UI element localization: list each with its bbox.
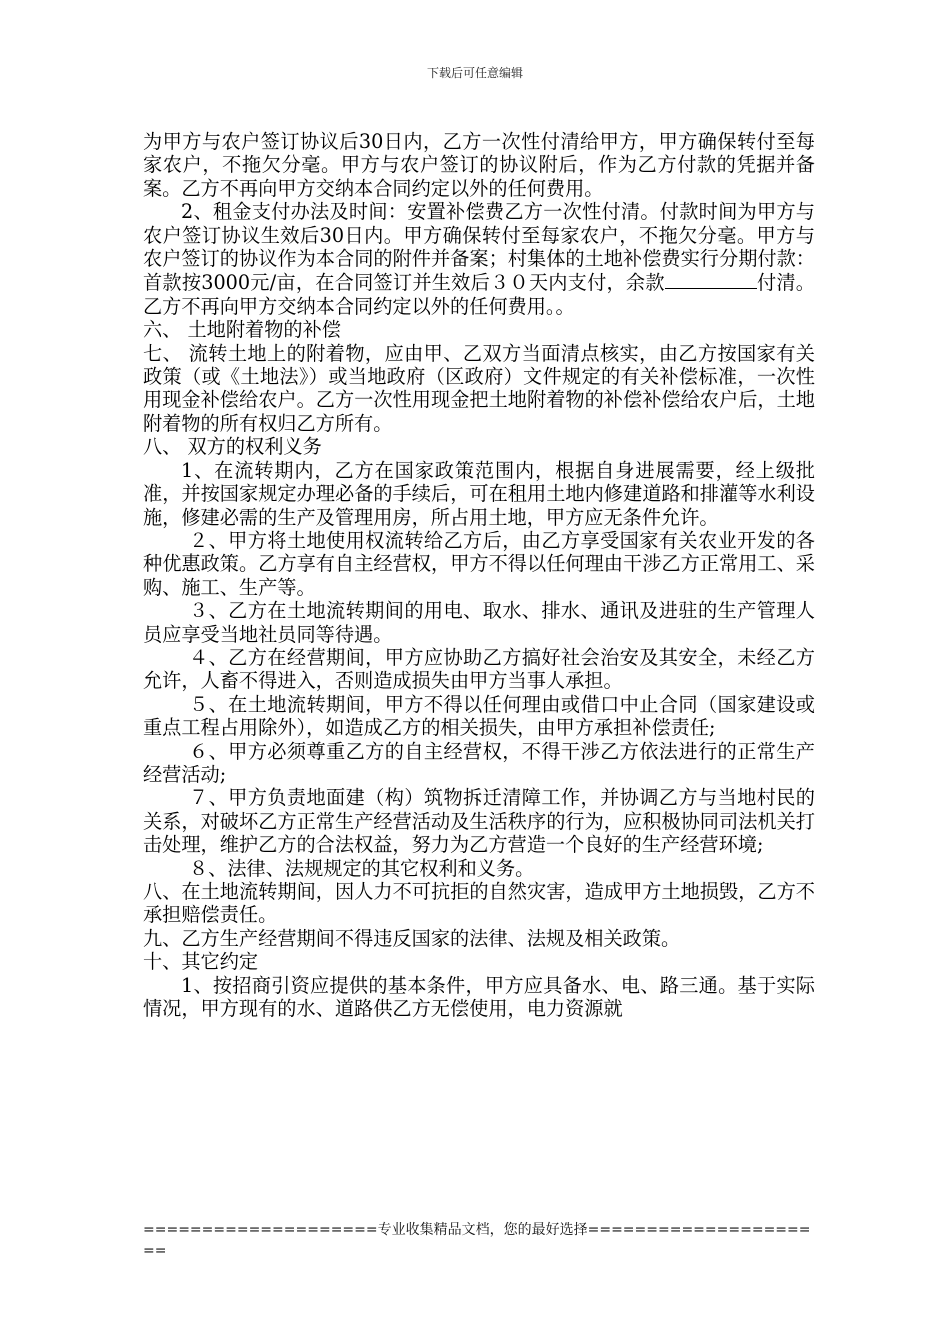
- paragraph-payment-terms: 为甲方与农户签订协议后30日内，乙方一次性付清给甲方，甲方确保转付至每家农户，不拖欠分毫。甲方与农户签订的协议附后，作为乙方付款的凭据并备案。乙方不再向甲方交纳本合同约定以外的任何费用。: [143, 130, 815, 200]
- document-body: [143, 130, 815, 1020]
- page-footer: ====================专业收集精品文档，您的最好选择=====================: [143, 1222, 811, 1259]
- rights-item-4: ４、乙方在经营期间，甲方应协助乙方搞好社会治安及其安全，未经乙方允许，人畜不得进入，否则造成损失由甲方当事人承担。: [143, 645, 815, 693]
- rights-item-6: ６、甲方必须尊重乙方的自主经营权，不得干涉乙方依法进行的正常生产经营活动;: [143, 739, 815, 786]
- section-heading-8: 八、 双方的权利义务: [143, 435, 322, 459]
- rights-item-1: 1、在流转期内，乙方在国家政策范围内，根据自身进展需要，经上级批准，并按国家规定办理必备的手续后，可在租用土地内修建道路和排灌等水利设施，修建必需的生产及管理用房，所占用土地，甲方应无条件允许。: [143, 458, 815, 529]
- rights-item-8: ８、法律、法规规定的其它权利和义务。: [189, 856, 535, 880]
- paragraph-section-9: 九、乙方生产经营期间不得违反国家的法律、法规及相关政策。: [143, 926, 681, 950]
- rights-item-7: ７、甲方负责地面建（构）筑物拆迁清障工作，并协调乙方与当地村民的关系，对破坏乙方正常生产经营活动及生活秩序的行为，应积极协同司法机关打击处理，维护乙方的合法权益，努力为乙方营造一个良好的生产经营环境;: [143, 786, 815, 857]
- other-item-1: 1、按招商引资应提供的基本条件，甲方应具备水、电、路三通。基于实际情况，甲方现有的水、道路供乙方无偿使用，电力资源就: [143, 973, 815, 1021]
- section-heading-10: 十、其它约定: [143, 950, 259, 974]
- paragraph-rent-payment: [143, 200, 815, 318]
- section-heading-6: 六、 土地附着物的补偿: [143, 318, 341, 342]
- page-header: 下载后可任意编辑: [426, 66, 523, 80]
- rights-item-3: ３、乙方在土地流转期间的用电、取水、排水、通讯及进驻的生产管理人员应享受当地社员同等待遇。: [143, 599, 815, 646]
- rights-item-2: ２、甲方将土地使用权流转给乙方后，由乙方享受国家有关农业开发的各种优惠政策。乙方享有自主经营权，甲方不得以任何理由干涉乙方正常用工、采购、施工、生产等。: [143, 528, 815, 599]
- rent-payment-text-end: 付清。乙方不再向甲方交纳本合同约定以外的任何费用。。: [143, 271, 815, 318]
- rent-payment-text: 2、租金支付办法及时间：安置补偿费乙方一次性付清。付款时间为甲方与农户签订协议生效后30日内。甲方确保转付至每家农户，不拖欠分毫。甲方与农户签订的协议作为本合同的附件并备案；村集体的土地补偿费实行分期付款：首款按3000元/亩，在合同签订并生效后３０天内支付，余款: [143, 200, 815, 295]
- paragraph-section-7: 七、 流转土地上的附着物，应由甲、乙双方当面清点核实，由乙方按国家有关政策（或《土地法》）或当地政府（区政府）文件规定的有关补偿标准，一次性用现金补偿给农户。乙方一次性用现金把土地附着物的补偿补偿给农户后，土地附着物的所有权归乙方所有。: [143, 341, 815, 435]
- rights-item-5: ５、在土地流转期间，甲方不得以任何理由或借口中止合同（国家建设或重点工程占用除外），如造成乙方的相关损失，由甲方承担补偿责任;: [143, 692, 815, 740]
- blank-line: [665, 270, 757, 289]
- paragraph-force-majeure: 八、在土地流转期间，因人力不可抗拒的自然灾害，造成甲方土地损毁，乙方不承担赔偿责任。: [143, 880, 815, 927]
